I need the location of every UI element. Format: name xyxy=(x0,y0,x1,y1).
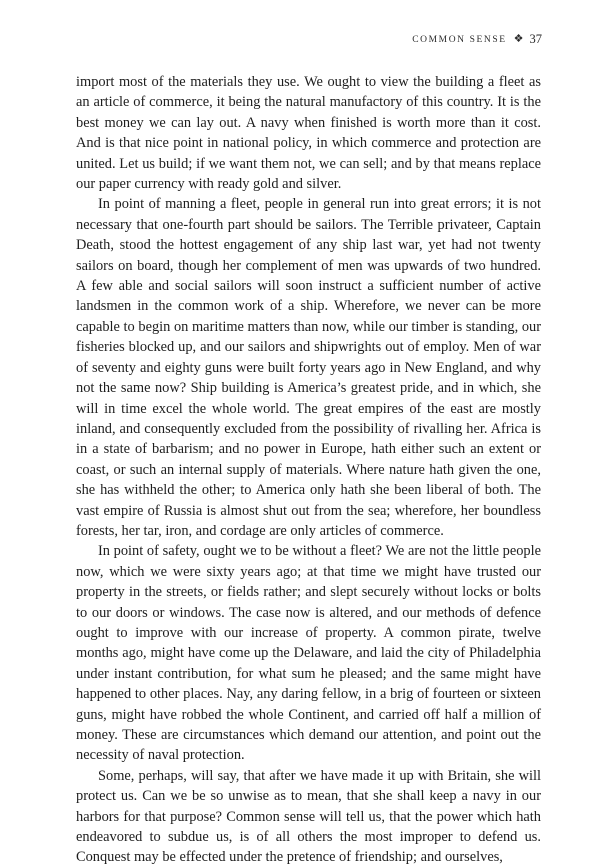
paragraph-manning-fleet: In point of manning a fleet, people in general run into great errors; it is not necessary that one-fourth part should be sailors. The Terrible privateer, Captain Death, stood the hottest engagement of any ship last war, yet had not twenty sailors on board, though her complement of men was upwards of two hundred. A few able and social sailors will soon instruct a sufficient number of active landsmen in the common work of a ship. Wherefore, we never can be more capable to begin on maritime matters than now, while our timber is standing, our fisheries blocked up, and our sailors and shipwrights out of employ. Men of war of seventy and eighty guns were built forty years ago in New England, and why not the same now? Ship building is America’s greatest pride, and in which, she will in time excel the whole world. The great empires of the east are mostly inland, and consequently excluded from the possibility of rivalling her. Africa is in a state of barbarism; and no power in Europe, hath either such an extent or coast, or such an internal supply of materials. Where nature hath given the one, she has withheld the other; to America only hath she been liberal of both. The vast empire of Russia is almost shut out from the sea; wherefore, her boundless forests, her tar, iron, and cordage are only articles of commerce. xyxy=(76,196,541,539)
body-text xyxy=(76,72,541,868)
paragraph-continued: import most of the materials they use. We ought to view the building a fleet as an article of commerce, it being the natural manufactory of this country. It is the best money we can lay out. A navy when finished is worth more than it cost. And is that nice point in national policy, in which commerce and protection are united. Let us build; if we want them not, we can sell; and by that means replace our paper currency with ready gold and silver. xyxy=(76,74,541,193)
page-number: 37 xyxy=(529,32,542,46)
fleuron-ornament-icon: ❖ xyxy=(513,33,524,45)
running-head-title: COMMON SENSE xyxy=(412,34,507,45)
running-head xyxy=(412,32,542,47)
paragraph-safety: In point of safety, ought we to be without a fleet? We are not the little people now, which we were sixty years ago; at that time we might have trusted our property in the streets, or fields rather; and slept securely without locks or bolts to our doors or windows. The case now is altered, and our methods of defence ought to improve with our increase of property. A common pirate, twelve months ago, might have come up the Delaware, and laid the city of Philadelphia under instant contribution, for what sum he pleased; and the same might have happened to other places. Nay, any daring fellow, in a brig of fourteen or sixteen guns, might have robbed the whole Continent, and carried off half a million of money. These are circumstances which demand our attention, and point out the necessity of naval protection. xyxy=(76,543,541,764)
paragraph-britain-protection: Some, perhaps, will say, that after we have made it up with Britain, she will protect us. Can we be so unwise as to mean, that she shall keep a navy in our harbors for that purpose? Common sense will tell us, that the power which hath endeavored to subdue us, is of all others the most improper to defend us. Conquest may be effected under the pretence of friendship; and ourselves, xyxy=(76,767,541,866)
